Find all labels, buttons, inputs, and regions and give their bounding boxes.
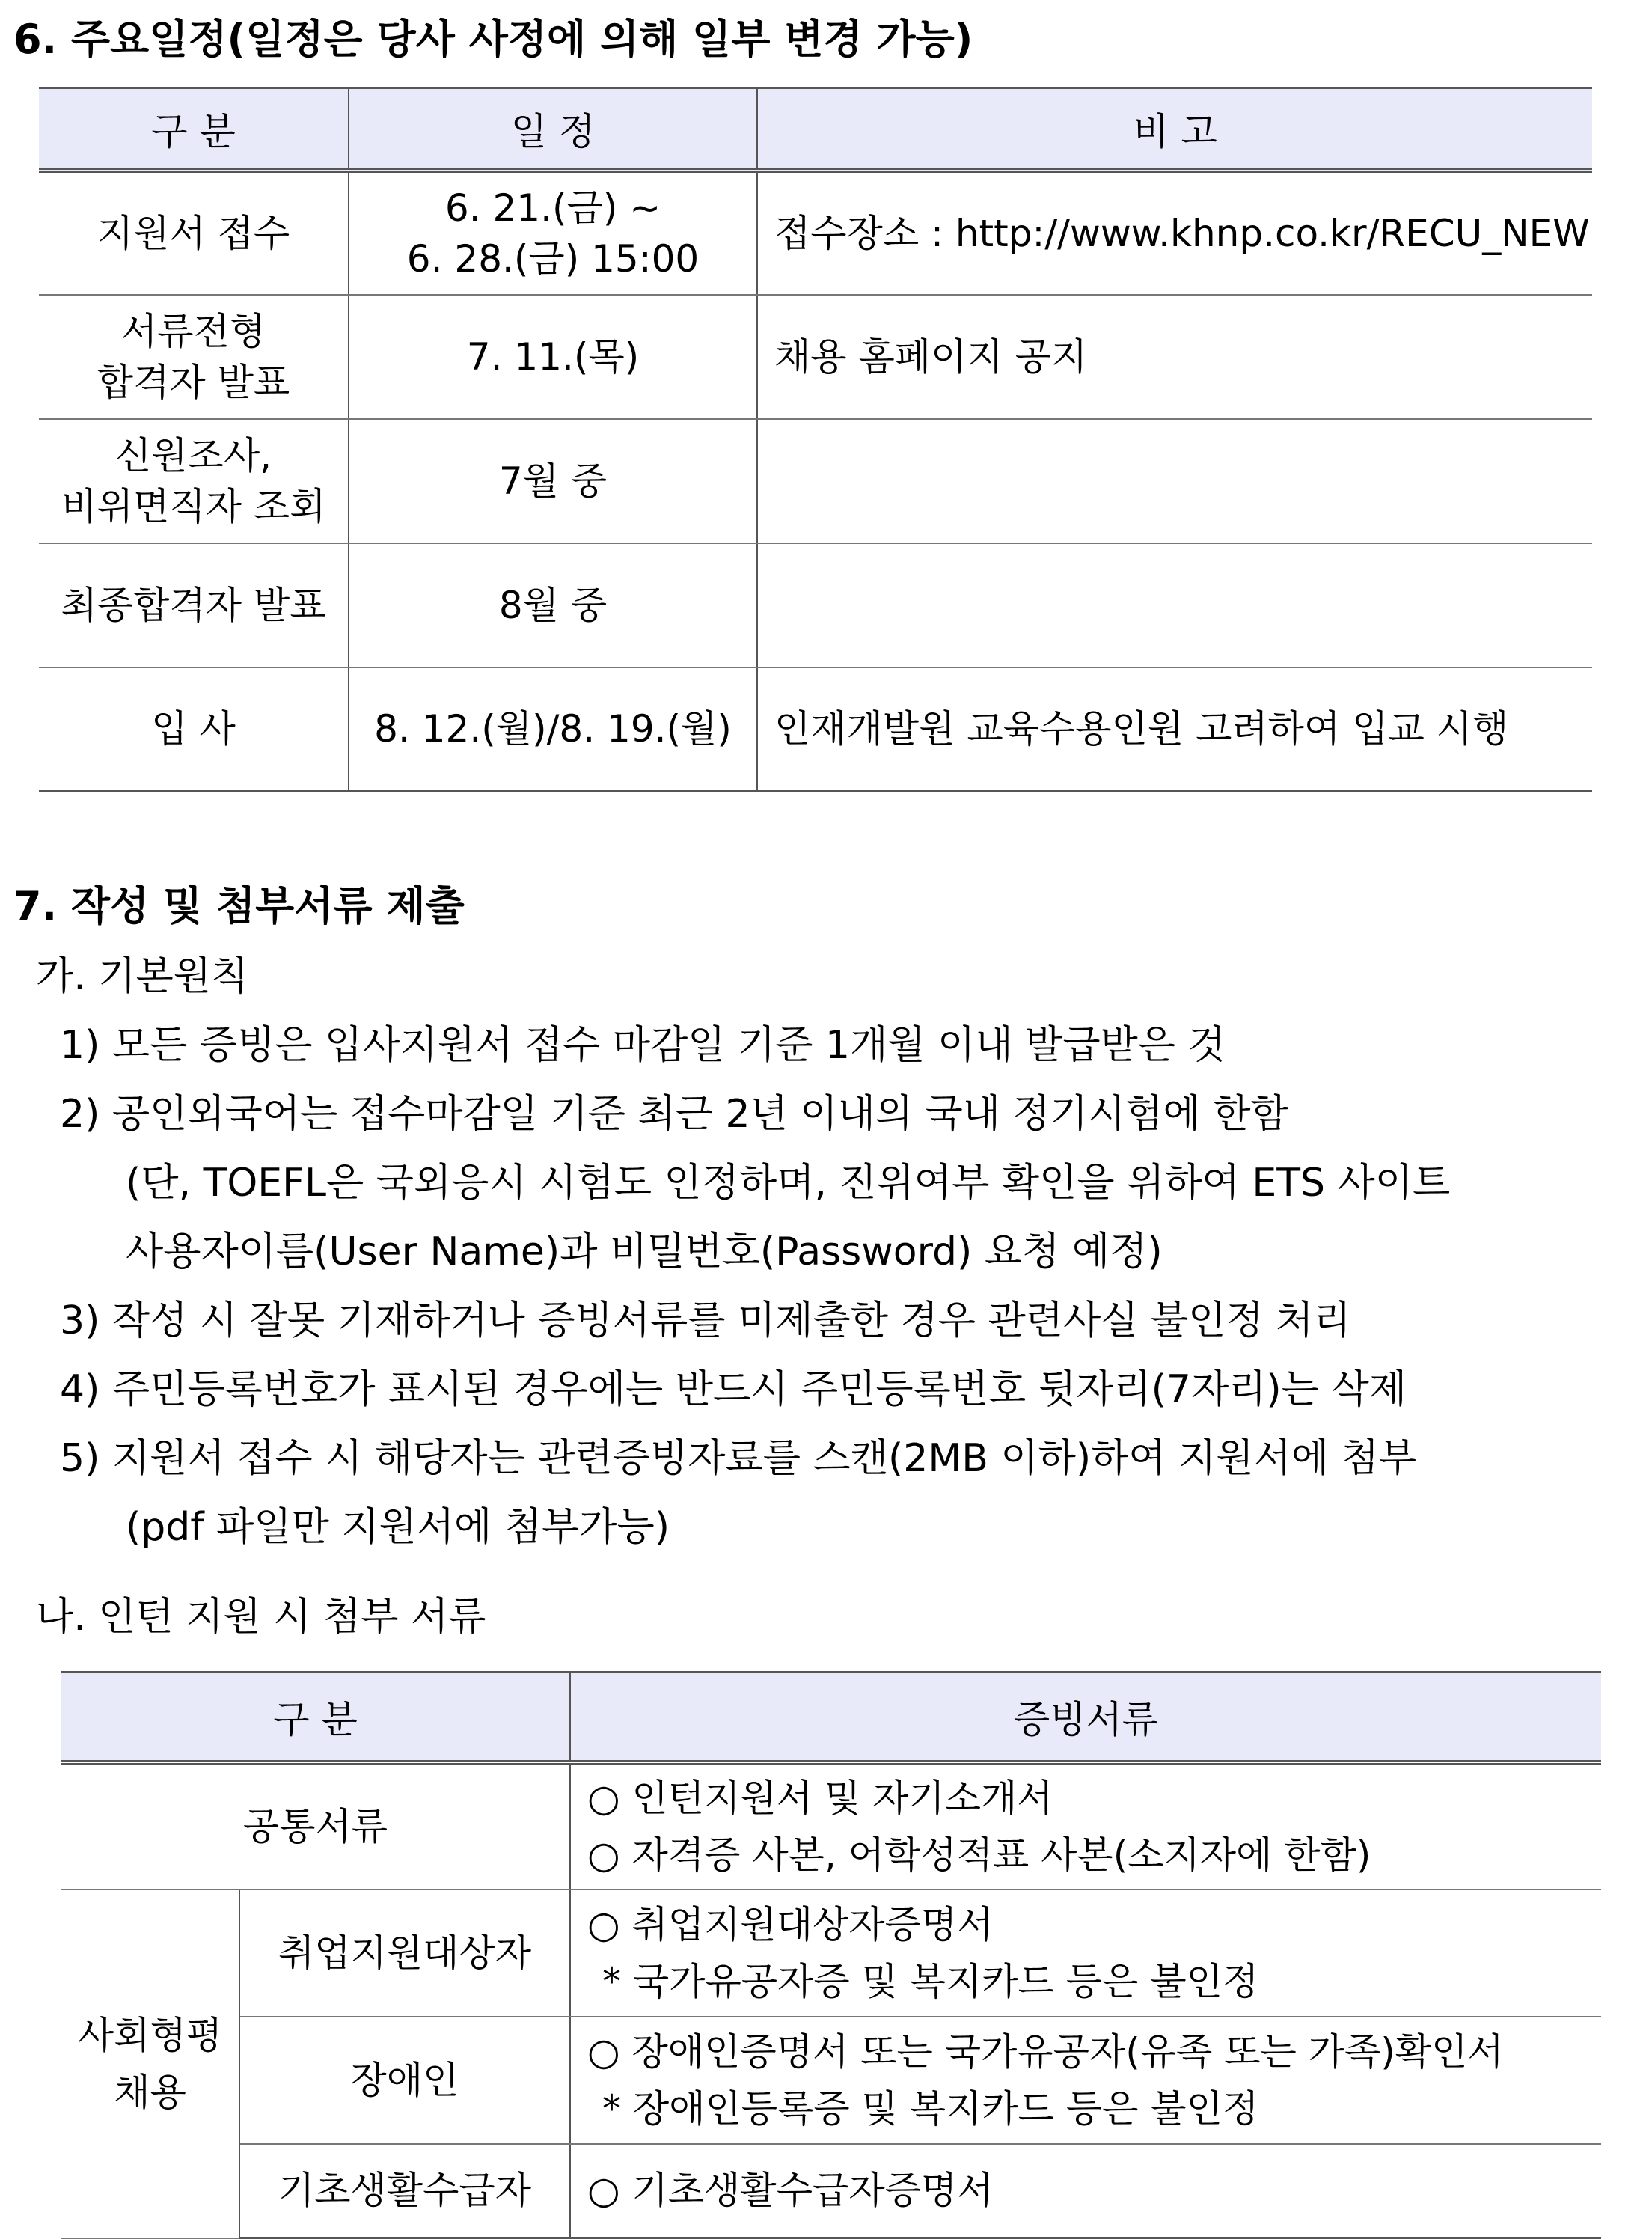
documents-header-category: 구 분 <box>61 1673 570 1762</box>
schedule-date: 8. 12.(월)/8. 19.(월) <box>349 668 757 792</box>
table-row <box>61 1890 1601 2017</box>
social-subcategory-label: 기초생활수급자 <box>239 2144 570 2238</box>
documents-table <box>61 1671 1601 2239</box>
table-row <box>61 2144 1601 2238</box>
schedule-header-category: 구 분 <box>39 88 349 171</box>
social-subcategory-proof: ○ 장애인증명서 또는 국가유공자(유족 또는 가족)확인서 * 장애인등록증 및 복지카드 등은 불인정 <box>570 2017 1601 2144</box>
schedule-date: 8월 중 <box>349 543 757 668</box>
schedule-date: 6. 21.(금) ~ 6. 28.(금) 15:00 <box>349 171 757 295</box>
schedule-category: 지원서 접수 <box>39 171 349 295</box>
principle-item-continuation: (pdf 파일만 지원서에 첨부가능) <box>126 1505 670 1550</box>
table-row <box>39 543 1592 668</box>
principle-item-continuation: 사용자이름(User Name)과 비밀번호(Password) 요청 예정) <box>126 1230 1163 1274</box>
principle-item-continuation: (단, TOEFL은 국외응시 시험도 인정하며, 진위여부 확인을 위하여 ETS 사이트 <box>126 1161 1451 1206</box>
schedule-date: 7. 11.(목) <box>349 295 757 419</box>
principle-item: 3) 작성 시 잘못 기재하거나 증빙서류를 미제출한 경우 관련사실 불인정 처리 <box>60 1298 1351 1343</box>
table-row <box>61 2017 1601 2144</box>
schedule-header-note: 비 고 <box>757 88 1592 171</box>
social-subcategory-label: 취업지원대상자 <box>239 1890 570 2017</box>
social-equity-label: 사회형평 채용 <box>61 1890 239 2238</box>
schedule-note <box>757 419 1592 543</box>
social-subcategory-label: 장애인 <box>239 2017 570 2144</box>
section6-title: 6. 주요일정(일정은 당사 사정에 의해 일부 변경 가능) <box>13 16 973 63</box>
table-row <box>39 295 1592 419</box>
schedule-date: 7월 중 <box>349 419 757 543</box>
principle-item: 5) 지원서 접수 시 해당자는 관련증빙자료를 스캔(2MB 이하)하여 지원서에 첨부 <box>60 1436 1417 1481</box>
table-row <box>39 419 1592 543</box>
principle-item: 1) 모든 증빙은 입사지원서 접수 마감일 기준 1개월 이내 발급받은 것 <box>60 1023 1226 1068</box>
schedule-category: 서류전형 합격자 발표 <box>39 295 349 419</box>
social-subcategory-proof: ○ 기초생활수급자증명서 <box>570 2144 1601 2238</box>
schedule-note: 접수장소 : http://www.khnp.co.kr/RECU_NEW <box>757 171 1592 295</box>
schedule-category: 최종합격자 발표 <box>39 543 349 668</box>
schedule-category: 신원조사, 비위면직자 조회 <box>39 419 349 543</box>
subsection-a-title: 가. 기본원칙 <box>36 954 249 999</box>
schedule-note: 인재개발원 교육수용인원 고려하여 입교 시행 <box>757 668 1592 792</box>
subsection-b-title: 나. 인턴 지원 시 첨부 서류 <box>36 1595 486 1640</box>
table-row <box>39 171 1592 295</box>
schedule-category: 입 사 <box>39 668 349 792</box>
schedule-table <box>39 87 1592 792</box>
principle-item: 2) 공인외국어는 접수마감일 기준 최근 2년 이내의 국내 정기시험에 한함 <box>60 1092 1288 1137</box>
common-docs-label: 공통서류 <box>61 1762 570 1890</box>
schedule-header-row <box>39 88 1592 171</box>
section7-title: 7. 작성 및 첨부서류 제출 <box>13 882 465 929</box>
documents-header-row <box>61 1673 1601 1762</box>
table-row <box>39 668 1592 792</box>
principle-item: 4) 주민등록번호가 표시된 경우에는 반드시 주민등록번호 뒷자리(7자리)는 삭제 <box>60 1367 1407 1412</box>
schedule-note <box>757 543 1592 668</box>
common-docs-proof: ○ 인턴지원서 및 자기소개서 ○ 자격증 사본, 어학성적표 사본(소지자에 한함) <box>570 1762 1601 1890</box>
schedule-header-date: 일 정 <box>349 88 757 171</box>
social-subcategory-proof: ○ 취업지원대상자증명서 * 국가유공자증 및 복지카드 등은 불인정 <box>570 1890 1601 2017</box>
table-row <box>61 1762 1601 1890</box>
schedule-note: 채용 홈페이지 공지 <box>757 295 1592 419</box>
documents-header-proof: 증빙서류 <box>570 1673 1601 1762</box>
